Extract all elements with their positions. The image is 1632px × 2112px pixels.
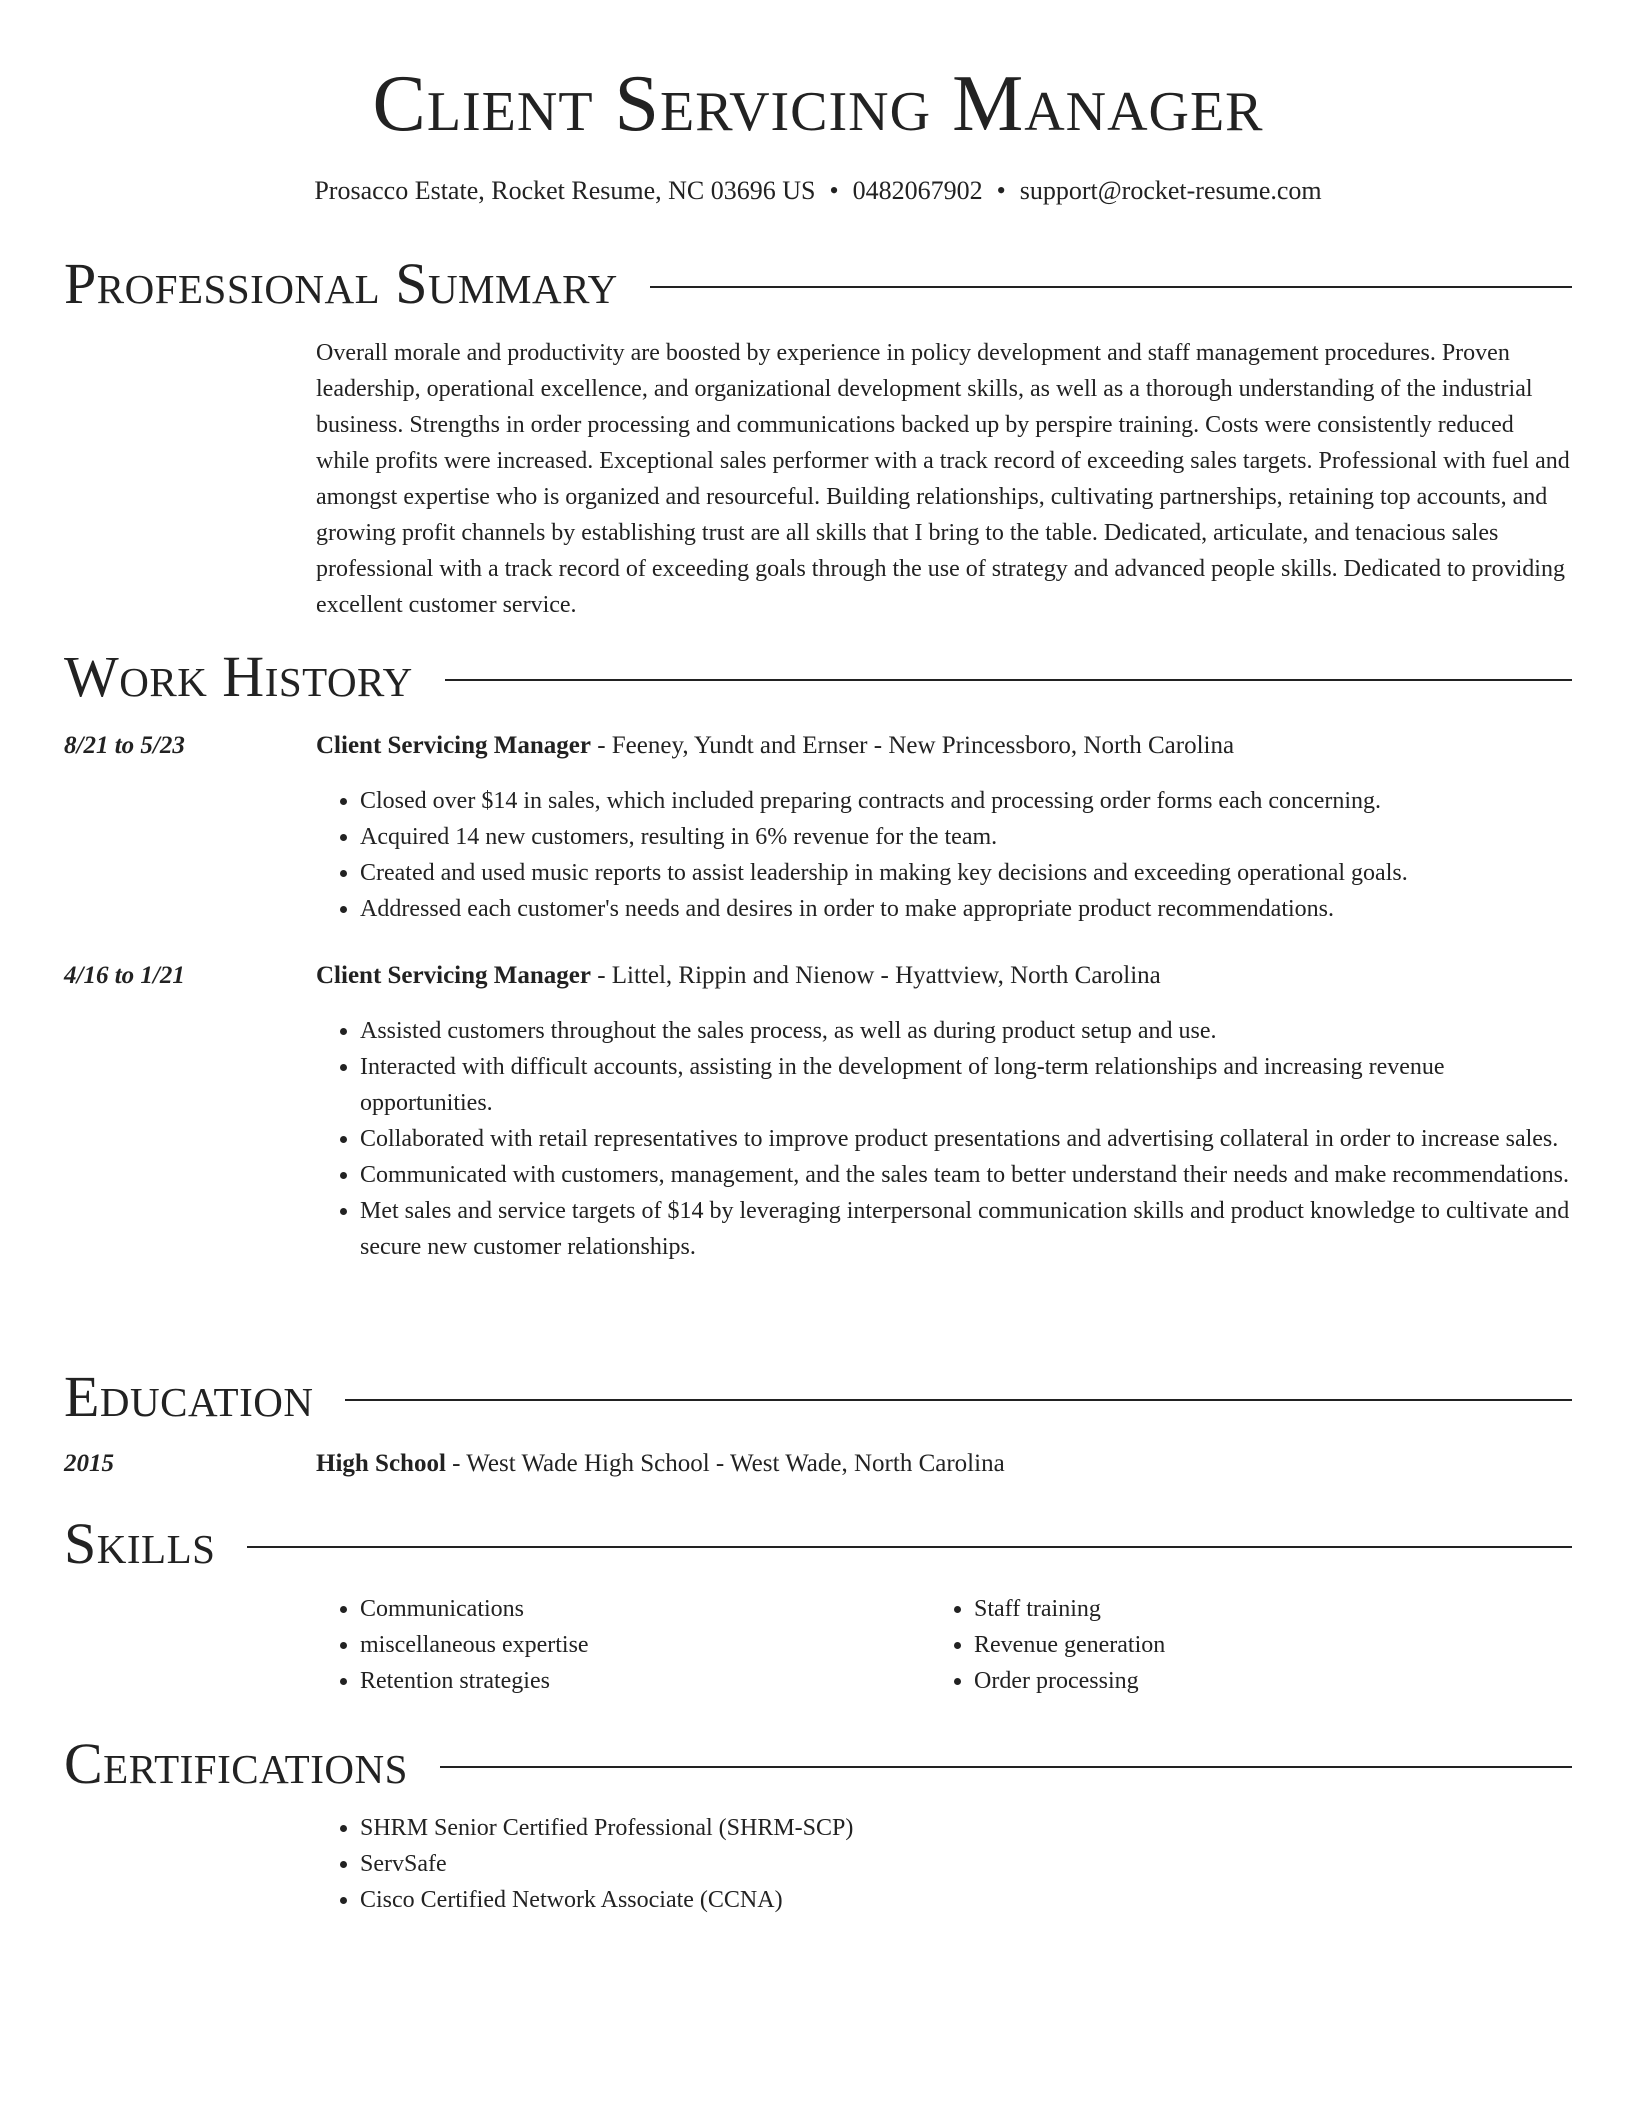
job-bullet-list	[316, 1013, 1572, 1265]
skills-list-right	[930, 1591, 1632, 1699]
skill-item: • Order processing	[974, 1663, 1632, 1699]
summary-section-header	[64, 252, 1572, 316]
certifications-section-header	[64, 1732, 1572, 1796]
education-details: - West Wade High School - West Wade, North Carolina	[445, 1450, 1005, 1477]
section-divider	[345, 1399, 1572, 1401]
job-details: - Littel, Rippin and Nienow - Hyattview, North Carolina	[590, 962, 1161, 989]
work-heading: Work History	[64, 644, 413, 709]
job-bullet: • Interacted with difficult accounts, assisting in the development of long-term relationships and increasing revenue opportunities.	[360, 1049, 1572, 1121]
job-bullet: • Created and used music reports to assist leadership in making key decisions and exceeding operational goals.	[360, 855, 1572, 891]
summary-text: Overall morale and productivity are boosted by experience in policy development and staff management procedures. Proven leadership, operational excellence, and organizational development skills, as well as a thorough understanding of the industrial business. Strengths in order processing and communications backed up by perspire training. Costs were consistently reduced while profits were increased. Exceptional sales performer with a track record of exceeding sales targets. Professional with fuel and amongst expertise who is organized and resourceful. Building relationships, cultivating partnerships, retaining top accounts, and growing profit channels by establishing trust are all skills that I bring to the table. Dedicated, articulate, and tenacious sales professional with a track record of exceeding goals through the use of strategy and advanced people skills. Dedicated to providing excellent customer service.	[316, 340, 1570, 618]
skill-item: • Revenue generation	[974, 1627, 1632, 1663]
job-bullet: • Collaborated with retail representatives to improve product presentations and advertising collateral in order to increase sales.	[360, 1121, 1572, 1157]
section-divider	[650, 286, 1572, 288]
skill-item: • Communications	[360, 1591, 1572, 1627]
education-entry	[64, 1446, 1572, 1482]
section-divider	[445, 679, 1572, 681]
job-title-line	[316, 728, 1234, 764]
skill-item: • Staff training	[974, 1591, 1632, 1627]
skill-item: • Retention strategies	[360, 1663, 1572, 1699]
contact-line	[64, 174, 1572, 208]
job-entry-header	[64, 958, 1572, 994]
job-bullet: • Communicated with customers, management, and the sales team to better understand their needs and make recommendations.	[360, 1157, 1572, 1193]
education-heading: Education	[64, 1364, 314, 1429]
job-bullet: • Closed over $14 in sales, which included preparing contracts and processing order forms each concerning.	[360, 783, 1572, 819]
contact-phone: 0482067902	[852, 176, 983, 205]
job-dates: 8/21 to 5/23	[64, 732, 185, 759]
education-year: 2015	[64, 1450, 114, 1477]
job-title-line	[316, 958, 1161, 994]
education-section-header	[64, 1365, 1572, 1429]
certifications-heading: Certifications	[64, 1731, 408, 1796]
skills-heading: Skills	[64, 1511, 216, 1576]
education-degree: High School	[316, 1450, 446, 1477]
contact-address: Prosacco Estate, Rocket Resume, NC 03696 US	[314, 176, 816, 205]
certification-item: • Cisco Certified Network Associate (CCNA)	[360, 1882, 1572, 1918]
certification-item: • ServSafe	[360, 1846, 1572, 1882]
contact-separator: •	[996, 176, 1006, 205]
job-bullet: • Addressed each customer's needs and desires in order to make appropriate product recommendations.	[360, 891, 1572, 927]
work-section-header	[64, 645, 1572, 709]
job-bullet-list	[316, 783, 1572, 927]
skills-section-header	[64, 1512, 1572, 1576]
education-title-line	[316, 1446, 1005, 1482]
job-title: Client Servicing Manager	[316, 732, 591, 759]
section-divider	[440, 1766, 1572, 1768]
summary-heading: Professional Summary	[64, 251, 618, 316]
job-title: Client Servicing Manager	[316, 962, 591, 989]
contact-email[interactable]: support@rocket-resume.com	[1019, 176, 1322, 205]
contact-separator: •	[829, 176, 839, 205]
job-entry-header	[64, 728, 1572, 764]
skill-item: • miscellaneous expertise	[360, 1627, 1572, 1663]
job-bullet: • Assisted customers throughout the sales process, as well as during product setup and use.	[360, 1013, 1572, 1049]
job-details: - Feeney, Yundt and Ernser - New Princessboro, North Carolina	[590, 732, 1235, 759]
job-dates: 4/16 to 1/21	[64, 962, 185, 989]
certification-item: • SHRM Senior Certified Professional (SHRM-SCP)	[360, 1810, 1572, 1846]
section-divider	[247, 1546, 1572, 1548]
certifications-list	[316, 1810, 1572, 1918]
resume-name: Client Servicing Manager	[372, 60, 1264, 148]
job-bullet: • Acquired 14 new customers, resulting in 6% revenue for the team.	[360, 819, 1572, 855]
job-bullet: • Met sales and service targets of $14 by leveraging interpersonal communication skills and product knowledge to cultivate and secure new customer relationships.	[360, 1193, 1572, 1265]
